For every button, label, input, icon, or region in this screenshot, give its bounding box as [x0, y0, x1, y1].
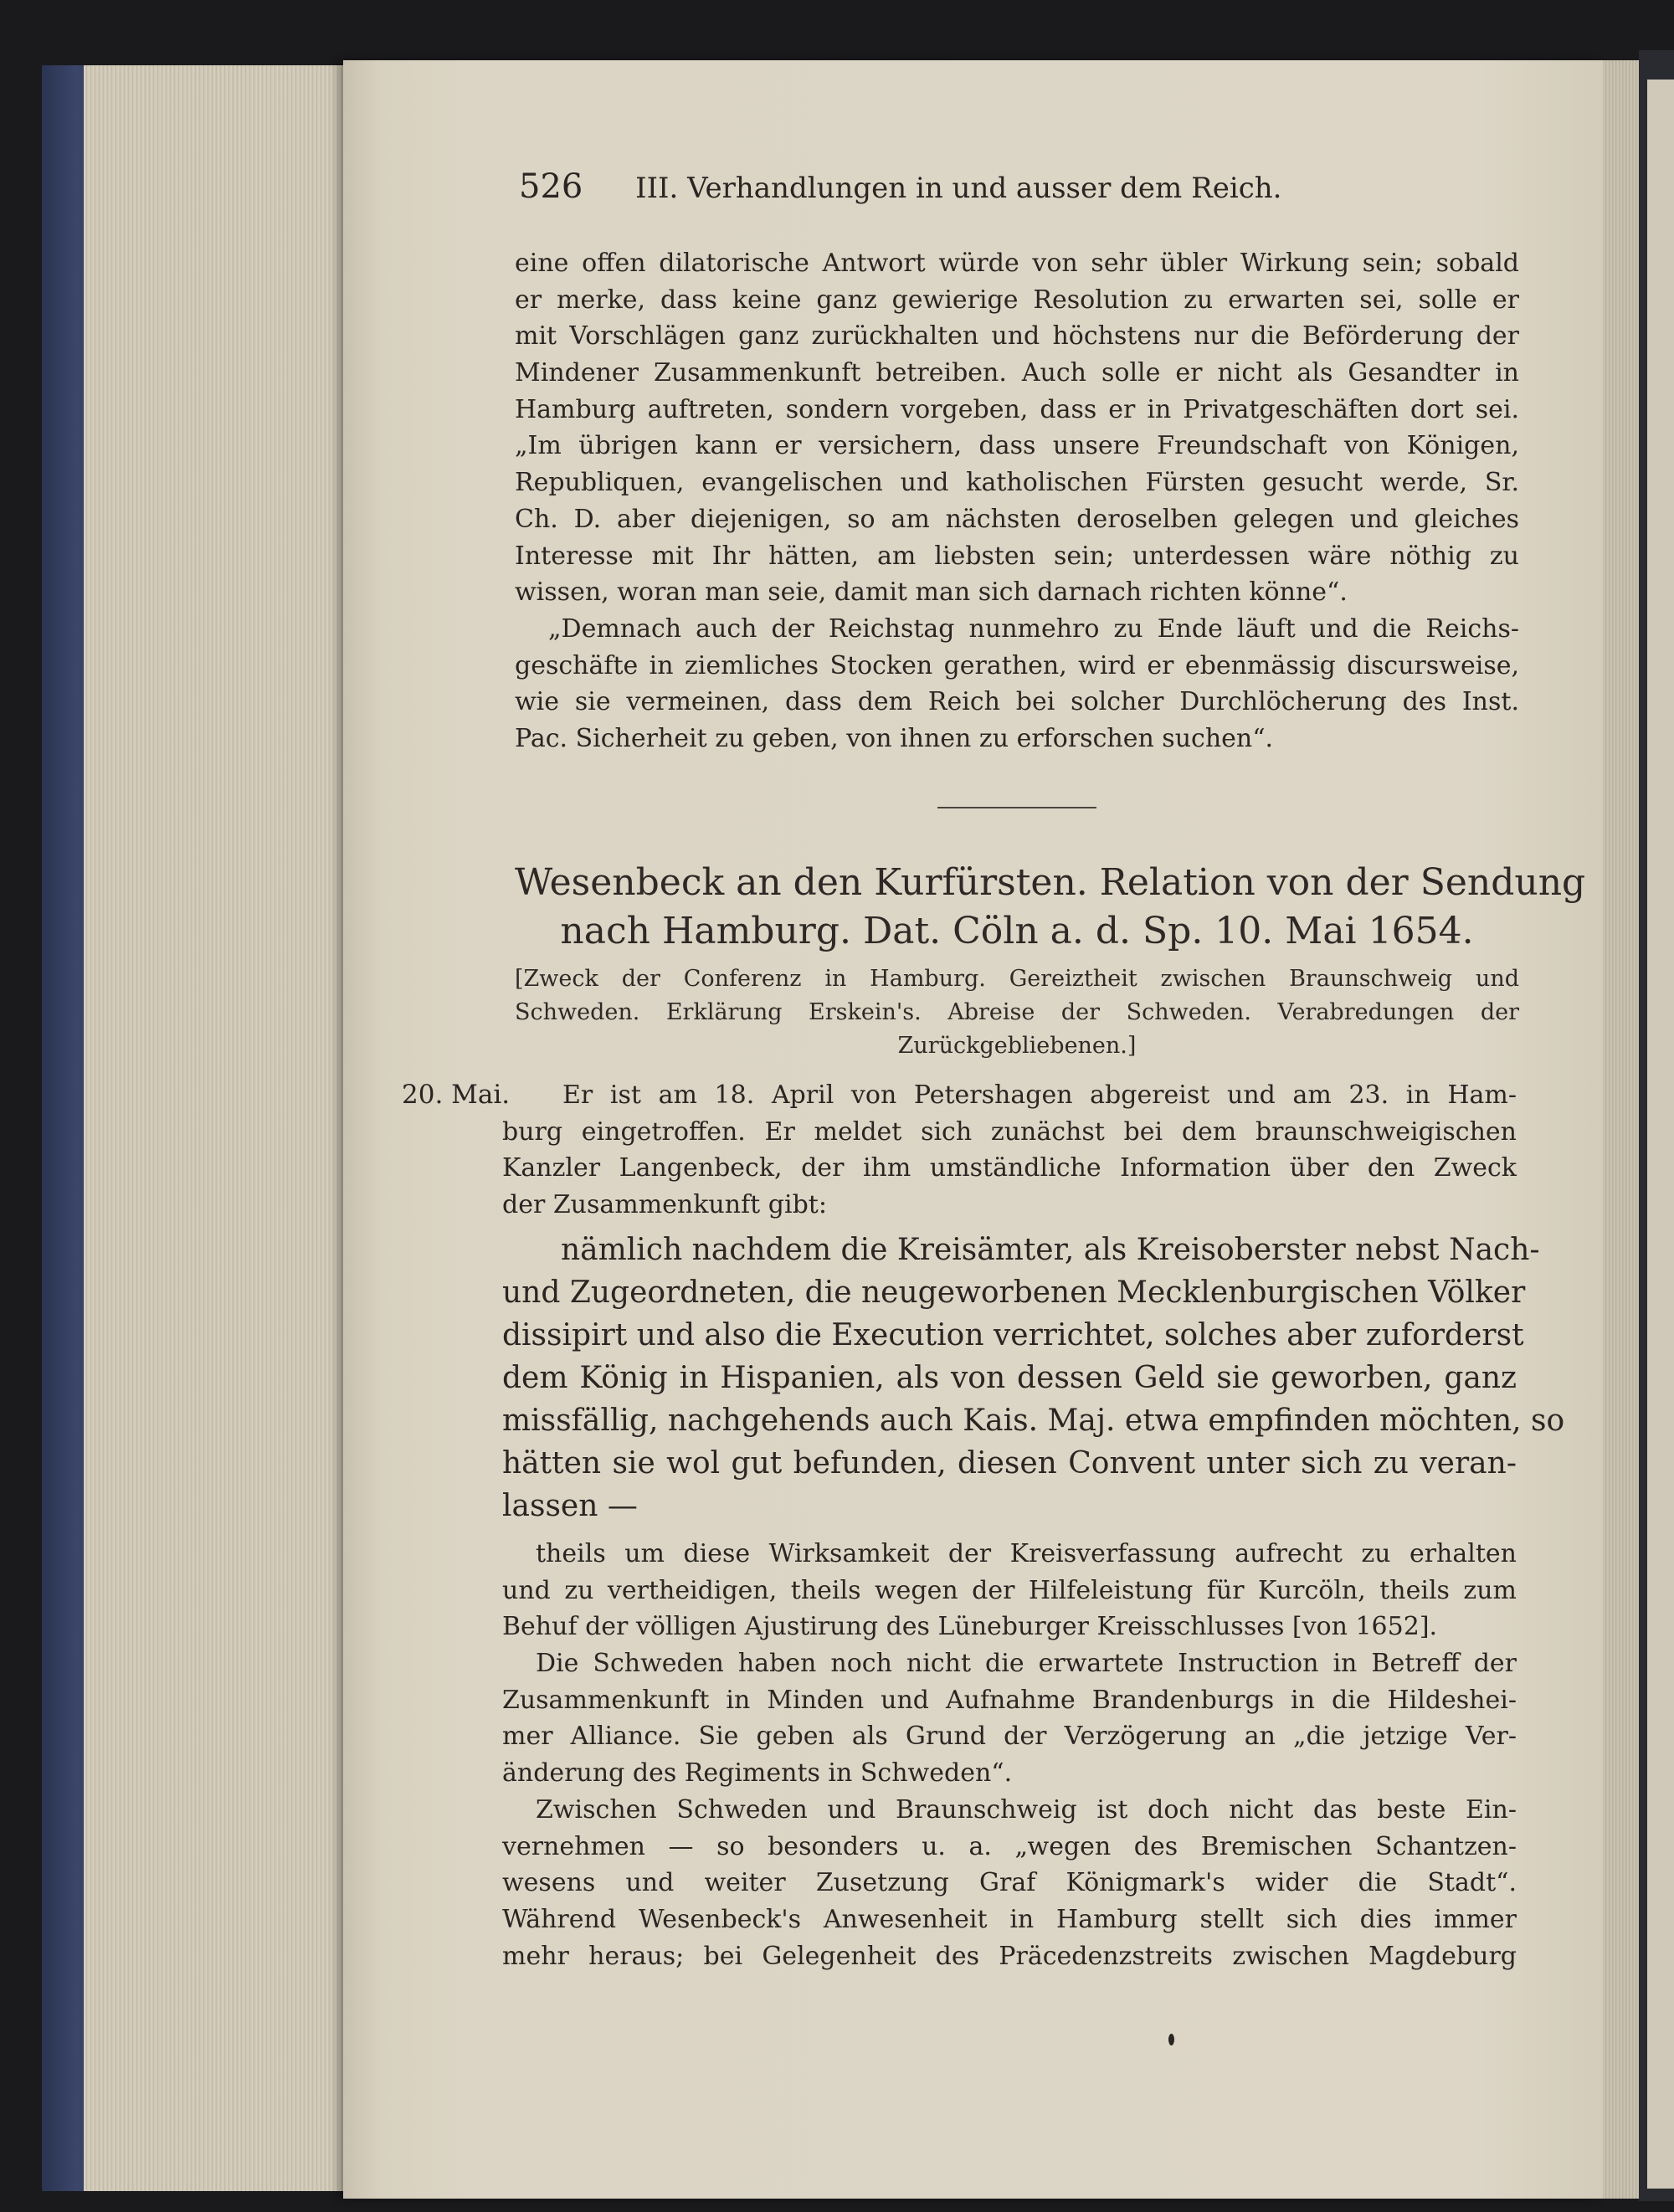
text-line: „Demnach auch der Reichstag nunmehro zu Ende läuft und die Reichs-	[548, 614, 1519, 644]
paragraph-4	[502, 1536, 1517, 1645]
quote-line: dem König in Hispanien, als von dessen Geld sie geworben, ganz	[502, 1361, 1517, 1395]
text-line: mit Vorschlägen ganz zurückhalten und höchstens nur die Beförderung der	[515, 321, 1519, 352]
running-head	[519, 167, 1523, 206]
quoted-passage	[502, 1229, 1565, 1527]
paragraph-5	[502, 1645, 1517, 1792]
text-line: „Im übrigen kann er versichern, dass unsere Freundschaft von Königen,	[515, 431, 1519, 461]
margin-date: 20. Mai.	[402, 1080, 511, 1110]
text-line: Die Schweden haben noch nicht die erwartete Instruction in Betreff der	[536, 1649, 1517, 1678]
running-title: III. Verhandlungen in und ausser dem Reich.	[635, 172, 1282, 205]
text-line: der Zusammenkunft gibt:	[502, 1190, 827, 1220]
page-edges-left	[84, 65, 347, 2191]
quote-line: hätten sie wol gut befunden, diesen Convent unter sich zu veran-	[502, 1446, 1517, 1481]
next-page-edge	[1647, 80, 1674, 2189]
paragraph-6	[502, 1792, 1517, 1974]
text-line: wie sie vermeinen, dass dem Reich bei solcher Durchlöcherung des Inst.	[515, 687, 1519, 717]
text-line: und zu vertheidigen, theils wegen der Hilfeleistung für Kurcöln, theils zum	[502, 1575, 1517, 1605]
page-edges-right	[1603, 60, 1643, 2199]
section-summary	[515, 962, 1519, 1063]
text-line: Zusammenkunft in Minden und Aufnahme Brandenburgs in die Hildeshei-	[502, 1685, 1517, 1715]
ink-speck	[1168, 2034, 1174, 2045]
summary-line: [Zweck der Conferenz in Hamburg. Gereiztheit zwischen Braunschweig und	[515, 966, 1519, 992]
text-line: burg eingetroffen. Er meldet sich zunächst bei dem braunschweigischen	[502, 1116, 1517, 1147]
text-line: Kanzler Langenbeck, der ihm umständliche Information über den Zweck	[502, 1153, 1517, 1183]
section-heading	[515, 859, 1586, 956]
text-line: geschäfte in ziemliches Stocken gerathen, wird er ebenmässig discursweise,	[515, 650, 1519, 680]
text-line: wesens und weiter Zusetzung Graf Königmark's wider die Stadt“.	[502, 1868, 1517, 1898]
summary-line: Schweden. Erklärung Erskein's. Abreise der Schweden. Verabredungen der	[515, 999, 1519, 1025]
quote-line: dissipirt und also die Execution verrichtet, solches aber zuforderst	[502, 1318, 1524, 1352]
paragraph-1	[515, 245, 1519, 611]
text-line: theils um diese Wirksamkeit der Kreisverfassung aufrecht zu erhalten	[536, 1539, 1517, 1568]
heading-line-1: Wesenbeck an den Kurfürsten. Relation von der Sendung	[515, 861, 1586, 904]
heading-line-2: nach Hamburg. Dat. Cöln a. d. Sp. 10. Mai 1654.	[560, 910, 1474, 952]
text-line: Pac. Sicherheit zu geben, von ihnen zu erforschen suchen“.	[515, 724, 1274, 754]
paragraph-3	[502, 1077, 1517, 1224]
section-divider	[937, 807, 1096, 808]
paragraph-2	[515, 611, 1519, 757]
text-line: mer Alliance. Sie geben als Grund der Verzögerung an „die jetzige Ver-	[502, 1722, 1517, 1752]
text-line: Mindener Zusammenkunft betreiben. Auch solle er nicht als Gesandter in	[515, 358, 1519, 388]
text-line: Interesse mit Ihr hätten, am liebsten sein; unterdessen wäre nöthig zu	[515, 541, 1519, 571]
text-line: eine offen dilatorische Antwort würde von sehr übler Wirkung sein; sobald	[515, 249, 1519, 278]
text-line: Ch. D. aber diejenigen, so am nächsten deroselben gelegen und gleiches	[515, 504, 1519, 534]
text-line: Hamburg auftreten, sondern vorgeben, dass er in Privatgeschäften dort sei.	[515, 394, 1519, 424]
text-line: Zwischen Schweden und Braunschweig ist doch nicht das beste Ein-	[536, 1795, 1517, 1825]
quote-line: und Zugeordneten, die neugeworbenen Mecklenburgischen Völker	[502, 1275, 1526, 1310]
text-line: Republiquen, evangelischen und katholischen Fürsten gesucht werde, Sr.	[515, 468, 1519, 498]
quote-line: missfällig, nachgehends auch Kais. Maj. etwa empfinden möchten, so	[502, 1404, 1565, 1438]
text-line: Behuf der völligen Ajustirung des Lüneburger Kreisschlusses [von 1652].	[502, 1612, 1438, 1642]
quote-line: lassen —	[502, 1489, 638, 1523]
quote-line: nämlich nachdem die Kreisämter, als Kreisoberster nebst Nach-	[561, 1233, 1540, 1267]
text-line: mehr heraus; bei Gelegenheit des Präcedenzstreits zwischen Magdeburg	[502, 1941, 1517, 1971]
summary-line: Zurückgebliebenen.]	[897, 1033, 1137, 1059]
page-number: 526	[519, 167, 583, 206]
text-line: Er ist am 18. April von Petershagen abgereist und am 23. in Ham-	[562, 1080, 1517, 1110]
text-line: er merke, dass keine ganz gewierige Resolution zu erwarten sei, solle er	[515, 285, 1519, 315]
text-line: Während Wesenbeck's Anwesenheit in Hamburg stellt sich dies immer	[502, 1905, 1517, 1935]
text-line: wissen, woran man seie, damit man sich darnach richten könne“.	[515, 577, 1348, 608]
text-line: änderung des Regiments in Schweden“.	[502, 1758, 1013, 1789]
text-line: vernehmen — so besonders u. a. „wegen des Bremischen Schantzen-	[502, 1831, 1517, 1861]
